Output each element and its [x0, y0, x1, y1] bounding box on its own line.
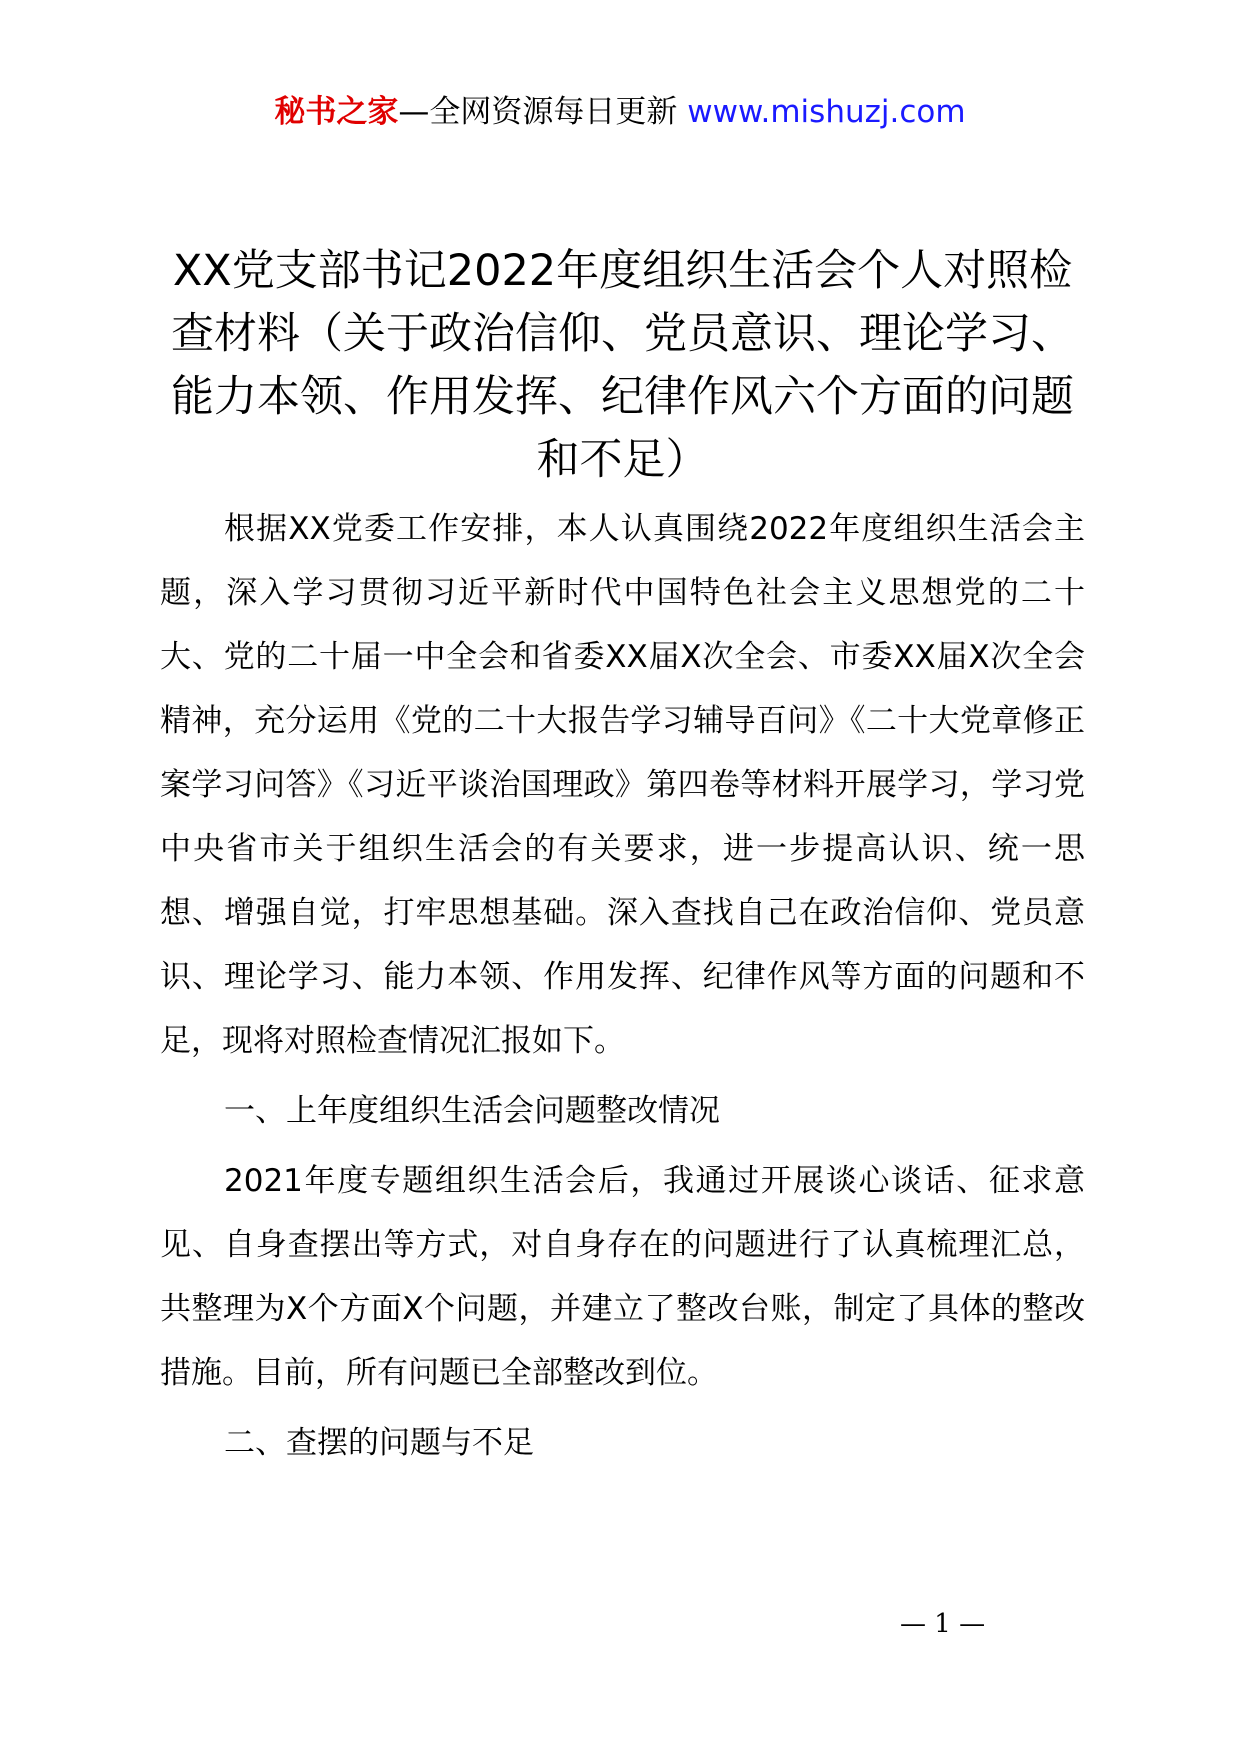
website-link[interactable]: www.mishuzj.com [687, 94, 966, 130]
section-heading-1: 一、上年度组织生活会问题整改情况 [224, 1093, 720, 1129]
site-header [0, 92, 1240, 132]
document-title: XX党支部书记2022年度组织生活会个人对照检查材料（关于政治信仰、党员意识、理论学习、能力本领、作用发挥、纪律作风六个方面的问题和不足） [171, 246, 1074, 485]
page-number: — 1 — [900, 1609, 986, 1639]
header-tagline: —全网资源每日更新 [398, 94, 678, 130]
section-1-paragraph: 2021年度专题组织生活会后，我通过开展谈心谈话、征求意见、自身查摆出等方式，对自身存在的问题进行了认真梳理汇总，共整理为X个方面X个问题，并建立了整改台账，制定了具体的整改措施。目前，所有问题已全部整改到位。 [160, 1163, 1085, 1391]
section-heading-2: 二、查摆的问题与不足 [224, 1425, 534, 1461]
brand-name: 秘书之家 [274, 94, 399, 130]
document-body [160, 497, 1085, 1481]
intro-paragraph: 根据XX党委工作安排，本人认真围绕2022年度组织生活会主题，深入学习贯彻习近平新时代中国特色社会主义思想党的二十大、党的二十届一中全会和省委XX届X次全会、市委XX届X次全会精神，充分运用《党的二十大报告学习辅导百问》《二十大党章修正案学习问答》《习近平谈治国理政》第四卷等材料开展学习，学习党中央省市关于组织生活会的有关要求，进一步提高认识、统一思想、增强自觉，打牢思想基础。深入查找自己在政治信仰、党员意识、理论学习、能力本领、作用发挥、纪律作风等方面的问题和不足，现将对照检查情况汇报如下。 [160, 511, 1085, 1059]
